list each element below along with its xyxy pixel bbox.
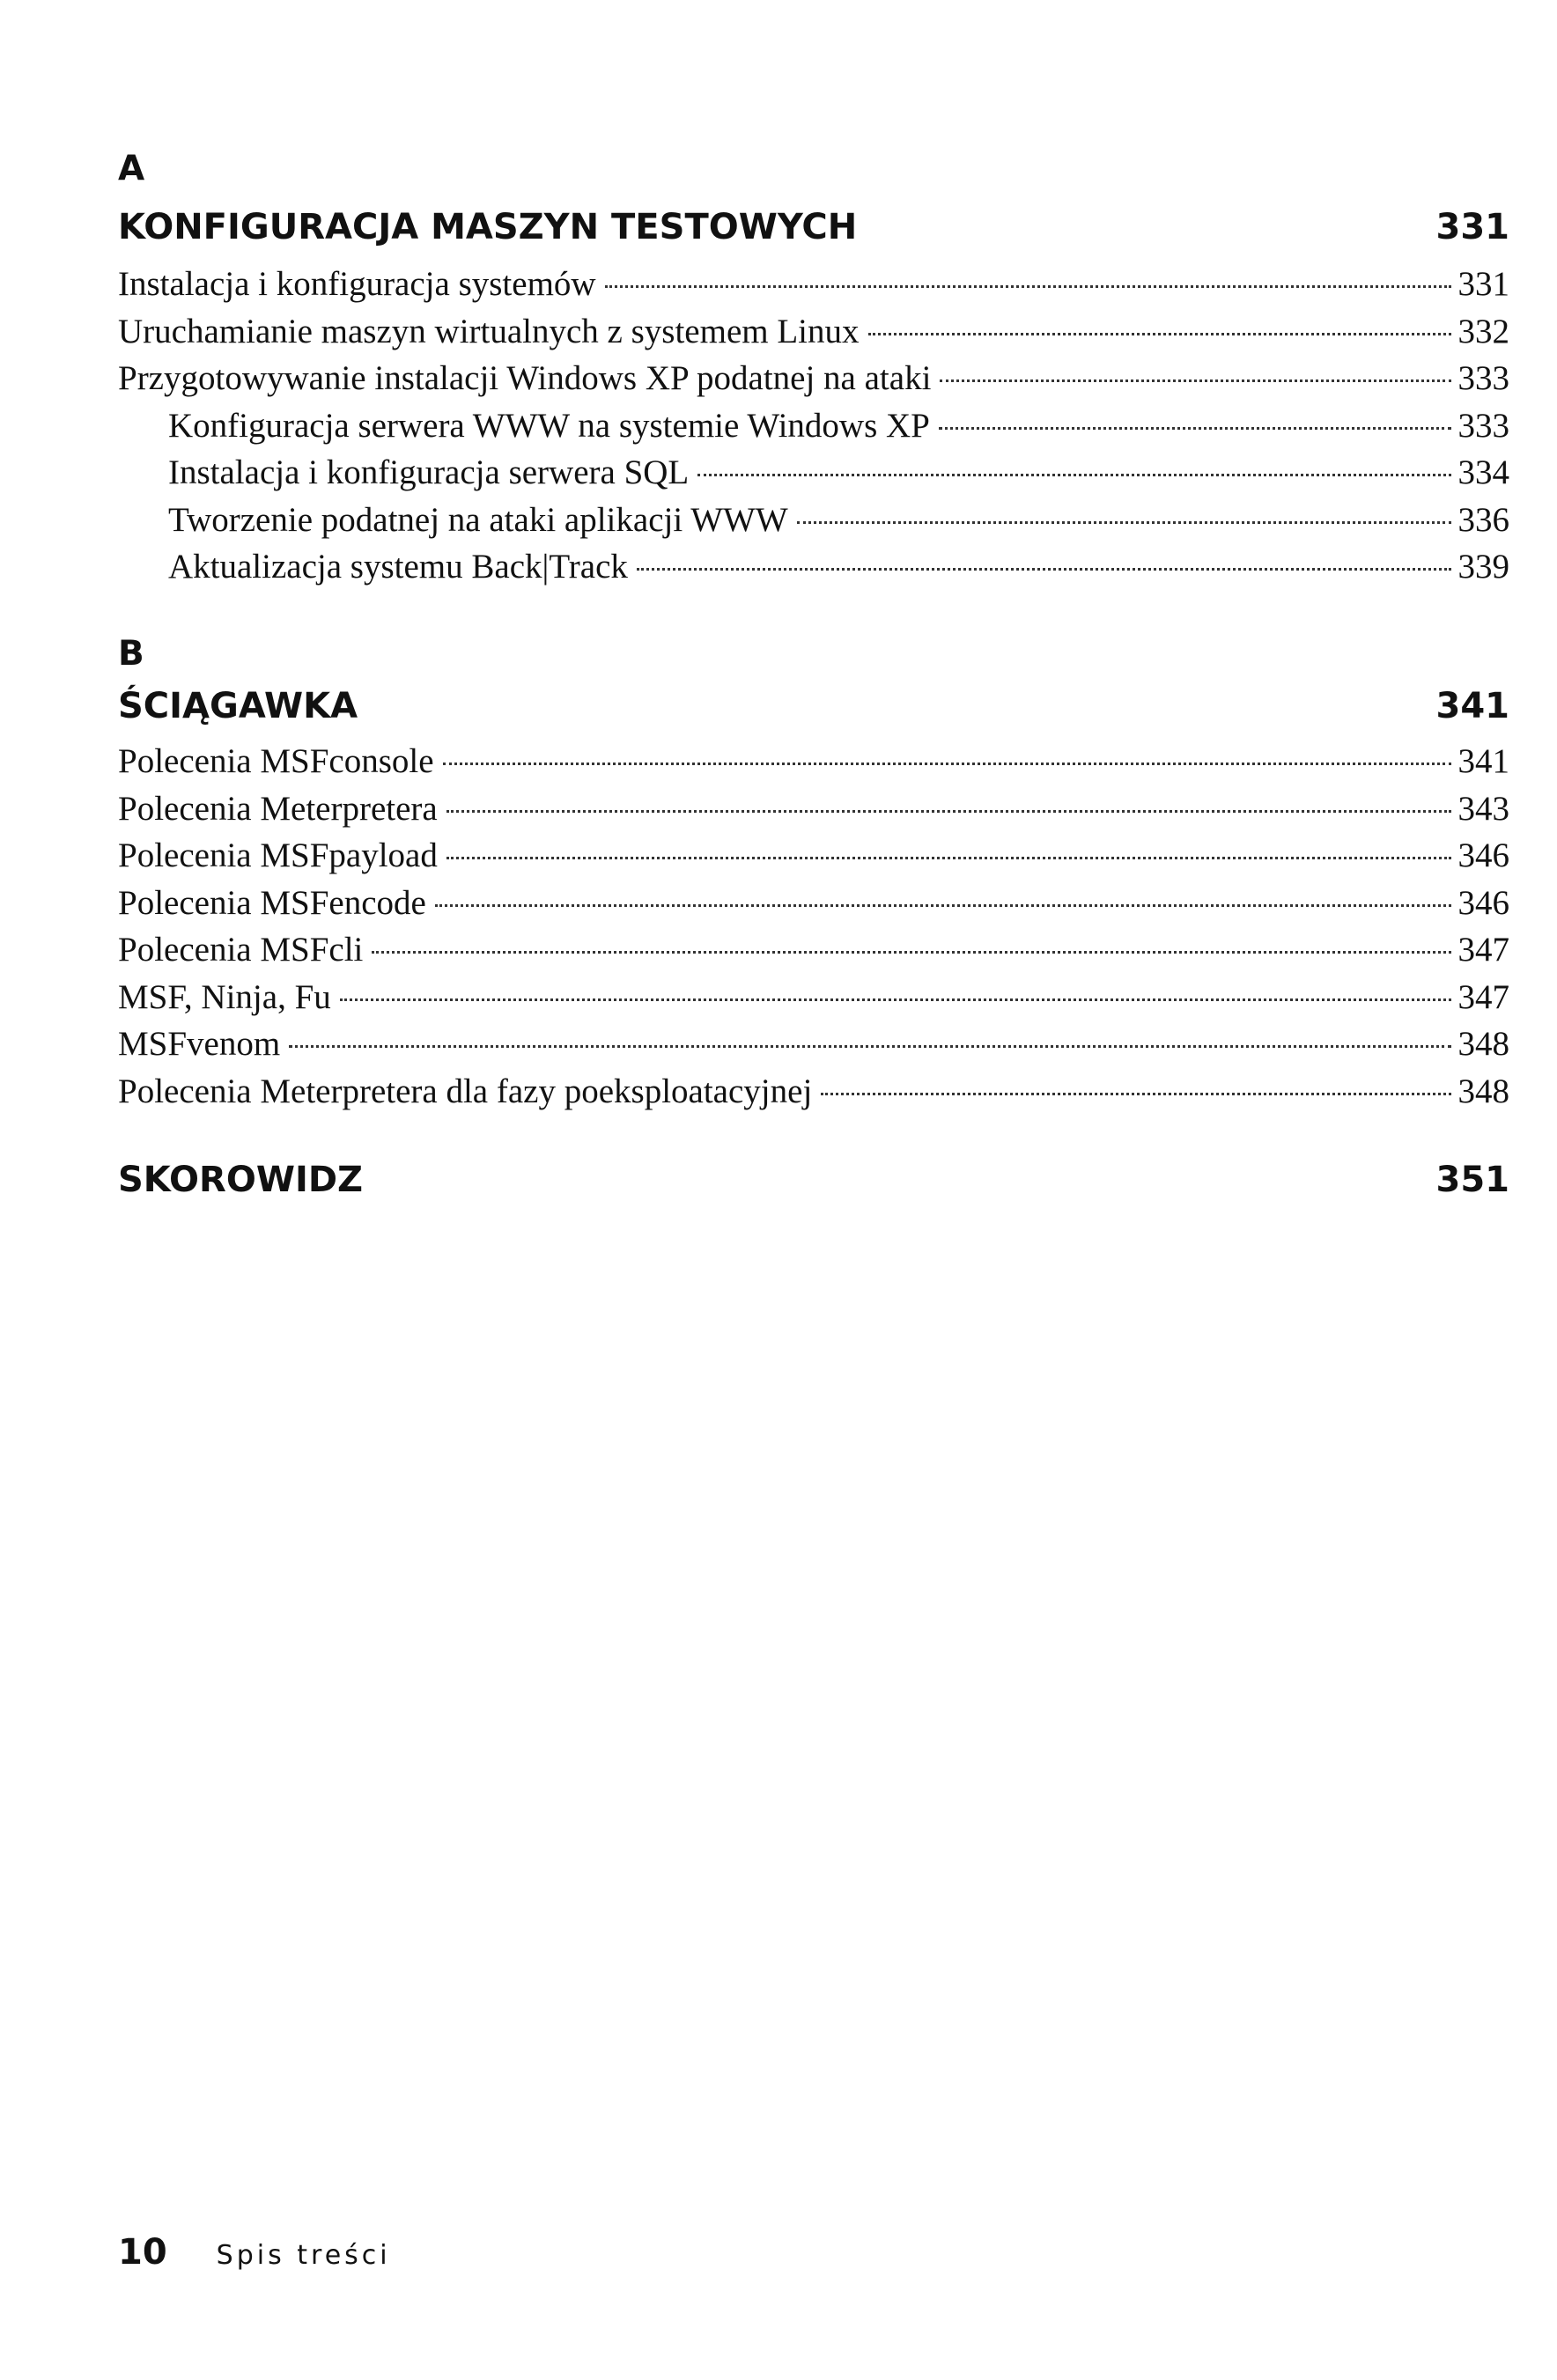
index-page: 351 (1435, 1160, 1509, 1200)
dot-leader (446, 857, 1451, 859)
index-heading[interactable] (118, 1160, 1509, 1200)
toc-entry-page: 346 (1457, 883, 1509, 922)
toc-entry-title: Uruchamianie maszyn wirtualnych z systemem Linux (118, 312, 860, 350)
toc-entry-title: MSF, Ninja, Fu (118, 977, 331, 1016)
toc-entry-title: Instalacja i konfiguracja serwera SQL (168, 453, 690, 491)
toc-entry[interactable] (118, 355, 1509, 402)
toc-entry-page: 334 (1457, 453, 1509, 491)
toc-entry-page: 341 (1457, 742, 1509, 780)
toc-entry[interactable] (118, 497, 1509, 544)
footer-running-title: Spis treści (216, 2240, 391, 2271)
dot-leader (340, 998, 1451, 1001)
dot-leader (940, 379, 1450, 382)
toc-entry-title: Polecenia MSFconsole (118, 742, 434, 780)
toc-entry[interactable] (118, 261, 1509, 308)
appendix-b-title: ŚCIĄGAWKA (118, 686, 358, 726)
toc-entry-title: Polecenia MSFencode (118, 883, 426, 922)
toc-entry-title: Tworzenie podatnej na ataki aplikacji WWW (168, 500, 788, 539)
toc-entry-page: 333 (1457, 359, 1509, 397)
dot-leader (605, 285, 1451, 288)
toc-entry-page: 347 (1457, 977, 1509, 1016)
toc-entry[interactable] (118, 832, 1509, 880)
toc-entry-title: Polecenia Meterpretera dla fazy poeksploatacyjnej (118, 1072, 813, 1110)
dot-leader (446, 810, 1451, 813)
toc-entry[interactable] (118, 926, 1509, 974)
toc-entry[interactable] (118, 1021, 1509, 1068)
dot-leader (939, 427, 1451, 430)
toc-entry-page: 331 (1457, 265, 1509, 303)
appendix-a-heading[interactable] (118, 207, 1509, 247)
toc-entry-page: 348 (1457, 1025, 1509, 1063)
toc-entry-title: Aktualizacja systemu Back|Track (168, 548, 628, 586)
toc-entry-page: 336 (1457, 500, 1509, 539)
dot-leader (868, 333, 1451, 335)
toc-entry[interactable] (118, 543, 1509, 591)
toc-entry-page: 332 (1457, 312, 1509, 350)
dot-leader (443, 763, 1451, 765)
index-title: SKOROWIDZ (118, 1160, 364, 1200)
toc-entry-page: 343 (1457, 789, 1509, 828)
toc-entry-page: 348 (1457, 1072, 1509, 1110)
toc-entry-page: 346 (1457, 836, 1509, 874)
toc-entry-title: Przygotowywanie instalacji Windows XP podatnej na ataki (118, 359, 932, 397)
dot-leader (435, 904, 1451, 907)
toc-entry[interactable] (118, 974, 1509, 1021)
toc-entry-page: 339 (1457, 548, 1509, 586)
toc-entry[interactable] (118, 308, 1509, 356)
toc-entry[interactable] (118, 738, 1509, 785)
toc-entry[interactable] (118, 449, 1509, 497)
appendix-a-entries (118, 261, 1509, 591)
appendix-b-entries (118, 738, 1509, 1115)
dot-leader (797, 521, 1451, 524)
toc-entry-page: 347 (1457, 931, 1509, 969)
toc-entry-page: 333 (1457, 406, 1509, 445)
appendix-a-letter: A (118, 149, 145, 188)
page-footer (118, 2232, 391, 2273)
toc-entry-title: Polecenia MSFcli (118, 931, 364, 969)
dot-leader (637, 568, 1451, 571)
toc-entry-title: MSFvenom (118, 1025, 281, 1063)
toc-entry[interactable] (118, 880, 1509, 927)
toc-entry-title: Polecenia Meterpretera (118, 789, 438, 828)
dot-leader (697, 474, 1450, 476)
toc-entry-title: Instalacja i konfiguracja systemów (118, 265, 596, 303)
toc-entry-title: Polecenia MSFpayload (118, 836, 438, 874)
appendix-b-page: 341 (1435, 686, 1509, 726)
appendix-b-letter: B (118, 634, 144, 674)
appendix-b-heading[interactable] (118, 686, 1509, 726)
dot-leader (372, 951, 1450, 954)
appendix-a-title: KONFIGURACJA MASZYN TESTOWYCH (118, 207, 858, 247)
appendix-a-page: 331 (1435, 207, 1509, 247)
toc-entry-title: Konfiguracja serwera WWW na systemie Windows XP (168, 406, 930, 445)
dot-leader (821, 1093, 1450, 1095)
toc-entry[interactable] (118, 402, 1509, 450)
toc-entry[interactable] (118, 1068, 1509, 1116)
footer-page-number: 10 (118, 2232, 167, 2273)
toc-entry[interactable] (118, 785, 1509, 833)
dot-leader (289, 1045, 1450, 1048)
